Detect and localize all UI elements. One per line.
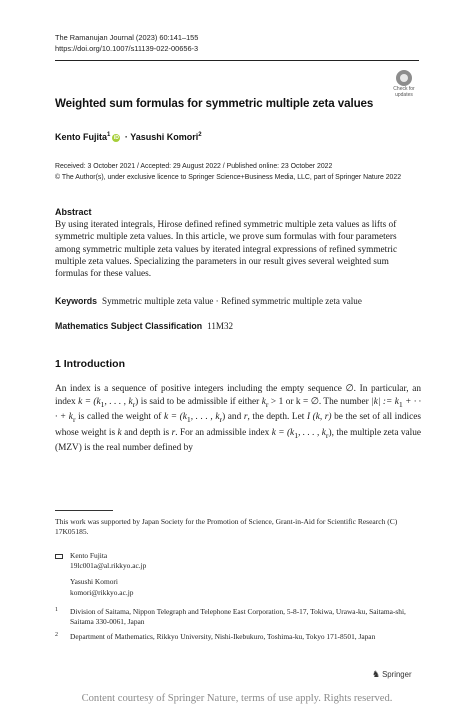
envelope-icon (55, 554, 63, 559)
introduction-text: An index is a sequence of positive integers including the empty sequence ∅. In particular, an index $k = (k_1$, . . . , $k_r$) is said to be admissible if either $k_r > 1$ or k = ∅. The number |k| := $k_1$ + · · · + $k_r$ is called the weight of $k = (k_1$, . . . , $k_r$) and r, the depth. Let I (k, r) be the set of all indices whose weight is k and depth is r. For an admissible index $k = (k_1$, . . . , $k_r$), the multiple zeta value (MZV) is the real number defined by (55, 384, 422, 453)
orcid-icon[interactable]: iD (113, 135, 119, 141)
contact-name-1: Kento Fujita (70, 551, 108, 560)
springer-logo (372, 669, 412, 680)
abstract-heading: Abstract (55, 207, 92, 217)
affiliation-2 (55, 632, 421, 654)
badge-label-1: Check for (393, 86, 415, 92)
journal-citation: The Ramanujan Journal (2023) 60:141–155 (55, 33, 199, 42)
keywords-label: Keywords (55, 296, 98, 306)
keywords-text: Symmetric multiple zeta value · Refined symmetric multiple zeta value (102, 296, 362, 306)
author-2[interactable]: Yasushi Komori (130, 132, 199, 142)
check-for-updates-icon (396, 70, 412, 86)
publication-dates (55, 162, 401, 183)
affiliation-1-text: Division of Saitama, Nippon Telegraph and Telephone East Corporation, 5-8-17, Tokiwa, Urawa-ku, Saitama-shi, Saitama 330-0061, Japan (70, 607, 406, 627)
msc-label: Mathematics Subject Classification (55, 321, 203, 331)
funding-note: This work was supported by Japan Society for the Promotion of Science, Grant-in-Aid for Scientific Research (C) 17K05185. (55, 517, 398, 537)
check-for-updates-badge[interactable] (388, 70, 420, 103)
author-separator: · (124, 132, 128, 142)
badge-label-2: updates (395, 91, 413, 98)
abstract-text: By using iterated integrals, Hirose defined refined symmetric multiple zeta values as lifts of symmetric multiple zeta values. In this article, we prove sum formulas with four parameters among symmetric multiple zeta values by iterated integral expressions of refined symmetric multiple zeta values. Specializing the parameters in our result gives several weighted sum formulas for these values. (55, 220, 398, 280)
journal-header (55, 33, 198, 54)
dates-line: Received: 3 October 2021 / Accepted: 29 August 2022 / Published online: 23 October 2022 (55, 163, 333, 170)
header-rule (55, 60, 419, 61)
author-1[interactable]: Kento Fujita (55, 132, 107, 142)
affiliation-2-text: Department of Mathematics, Rikkyo University, Nishi-Ikebukuro, Toshima-ku, Tokyo 171-8501, Japan (70, 632, 376, 641)
author-line (55, 132, 202, 142)
footnote-rule (55, 510, 113, 511)
msc-classification (55, 321, 233, 331)
doi-link[interactable]: https://doi.org/10.1007/s11139-022-00656-3 (55, 43, 199, 53)
author-1-affiliation: 1 (107, 132, 111, 138)
paper-title: Weighted sum formulas for symmetric multiple zeta values (55, 97, 374, 110)
copyright-line: © The Author(s), under exclusive licence to Springer Science+Business Media, LLC, part of Springer Nature 2022 (55, 173, 402, 181)
courtesy-notice: Content courtesy of Springer Nature, terms of use apply. Rights reserved. (81, 693, 393, 704)
contact-block (55, 551, 421, 601)
contact-email-1[interactable]: 19lc001a@al.rikkyo.ac.jp (70, 561, 147, 571)
affiliation-1 (55, 607, 421, 629)
publisher-name: Springer (382, 670, 412, 679)
introduction-heading: 1 Introduction (55, 358, 125, 370)
affiliation-1-number: 1 (55, 607, 58, 613)
contact-name-2: Yasushi Komori (70, 577, 118, 587)
contact-email-2[interactable]: komori@rikkyo.ac.jp (70, 587, 134, 597)
msc-code: 11M32 (207, 321, 234, 331)
affiliation-2-number: 2 (55, 632, 58, 638)
keywords (55, 296, 362, 306)
author-2-affiliation: 2 (198, 132, 202, 138)
springer-horse-icon: ♞ (372, 669, 381, 679)
